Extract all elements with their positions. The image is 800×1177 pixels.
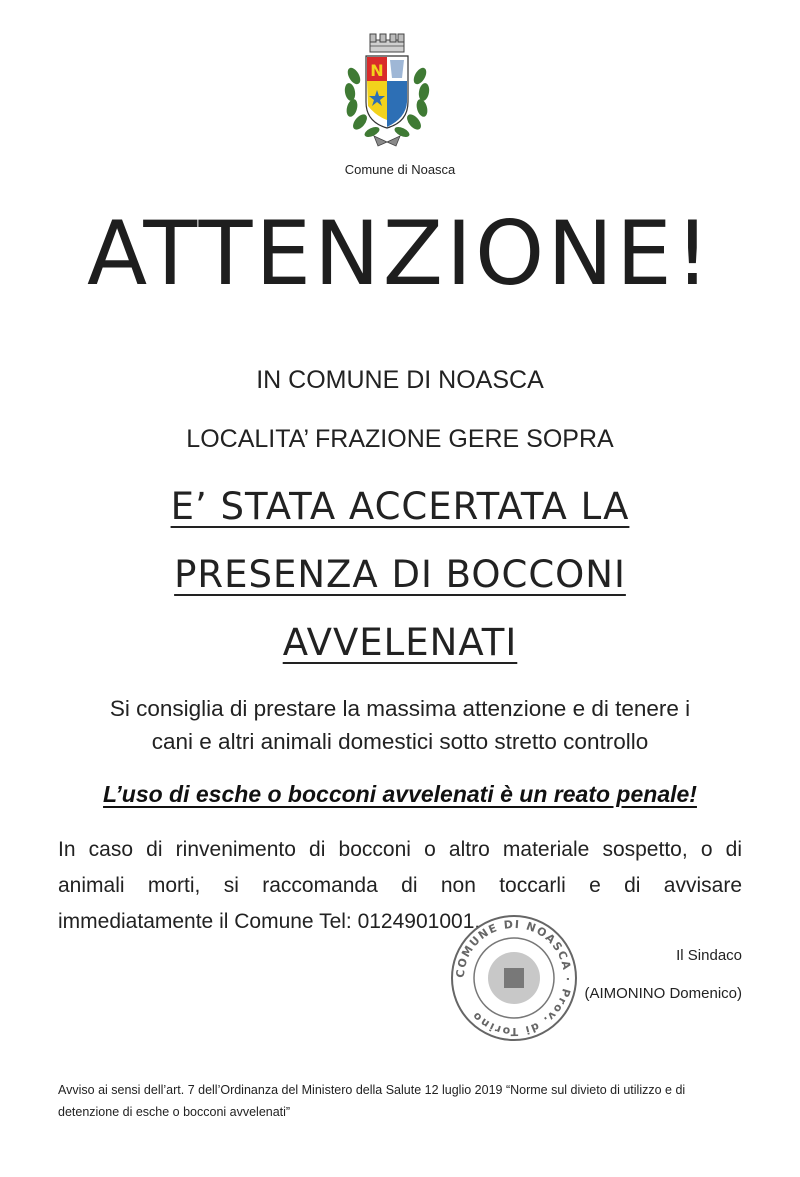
instructions-line-3: immediatamente il Comune Tel: 0124901001. <box>58 910 481 933</box>
coat-of-arms-icon <box>340 32 434 150</box>
warning-line-1: E’ STATA ACCERTATA LA <box>170 485 630 528</box>
headline: ATTENZIONE! <box>87 202 713 305</box>
instructions-line-2: animali morti, si raccomanda di non toccarli e di avvisare <box>58 874 742 897</box>
municipality-label: Comune di Noasca <box>344 162 456 177</box>
svg-text:N: N <box>370 61 384 80</box>
municipal-stamp-icon <box>448 912 580 1044</box>
signature-name: (AIMONINO Domenico) <box>584 985 742 1002</box>
instructions-paragraph <box>58 832 742 940</box>
location-line-1: IN COMUNE DI NOASCA <box>256 366 544 394</box>
advice-line-1: Si consiglia di prestare la massima attenzione e di tenere i <box>109 696 691 721</box>
location-line-2: LOCALITA’ FRAZIONE GERE SOPRA <box>186 425 614 453</box>
advice-line-2: cani e altri animali domestici sotto stretto controllo <box>151 729 649 754</box>
penal-notice: L’uso di esche o bocconi avvelenati è un reato penale! <box>103 781 697 807</box>
crown-icon <box>370 34 404 52</box>
signature-title: Il Sindaco <box>676 947 742 964</box>
warning-line-3: AVVELENATI <box>282 621 518 664</box>
warning-line-2: PRESENZA DI BOCCONI <box>174 553 626 596</box>
stamp-text: COMUNE DI NOASCA · Prov. di Torino <box>453 917 575 1039</box>
instructions-line-1: In caso di rinvenimento di bocconi o altro materiale sospetto, o di <box>58 838 742 861</box>
legal-footnote: Avviso ai sensi dell’art. 7 dell’Ordinanza del Ministero della Salute 12 luglio 2019 “Norme sul divieto di utilizzo e di detenzione di esche o bocconi avvelenati” <box>58 1083 686 1119</box>
